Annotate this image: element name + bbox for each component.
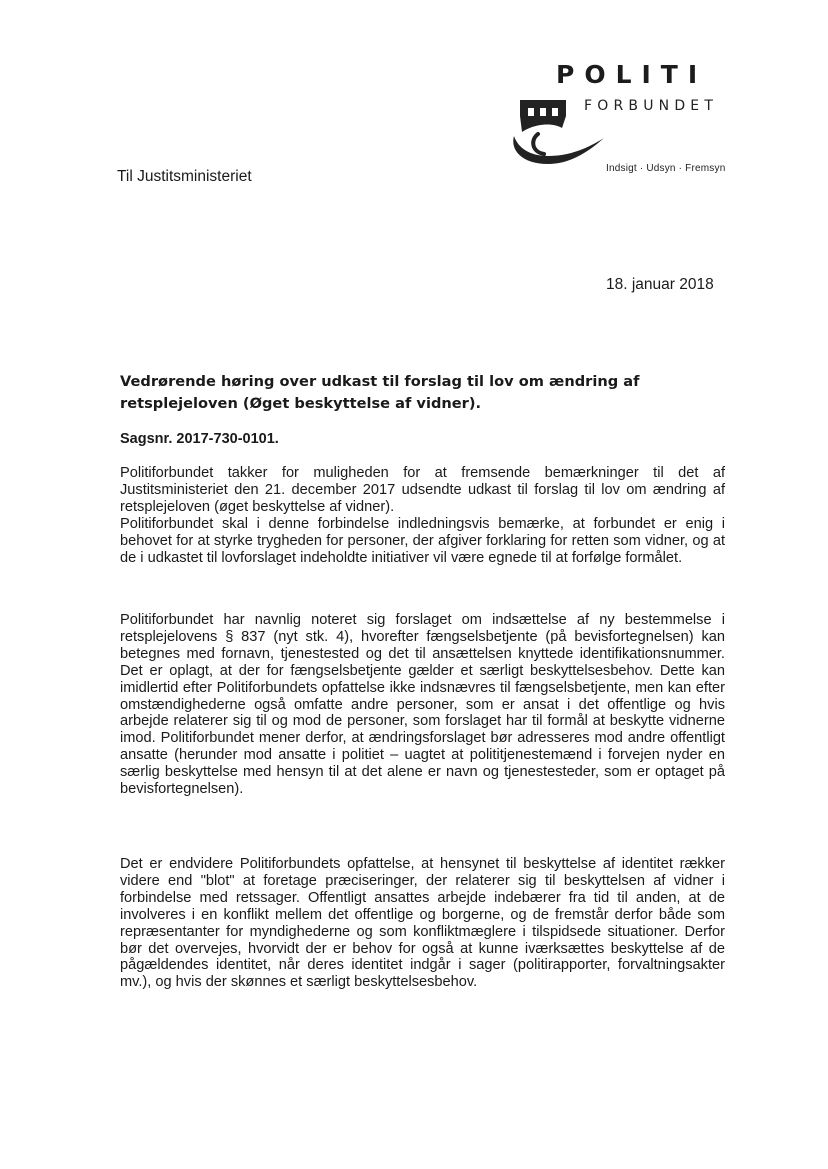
letter-date: 18. januar 2018: [606, 276, 714, 293]
body-paragraph-1a: Politiforbundet takker for muligheden for at fremsende bemærkninger til det af Justitsministeriet den 21. december 2017 udsendte udkast til forslag til lov om ændring af retsplejeloven (øget beskyttelse af vidner).: [120, 465, 725, 515]
logo-tagline: Indsigt · Udsyn · Fremsyn: [606, 163, 726, 174]
body-paragraph-3-text: Det er endvidere Politiforbundets opfattelse, at hensynet til beskyttelse af identitet rækker videre end "blot" at foretage præciseringer, der relaterer sig til beskyttelsen af vidner i forbindelse med retssager. Offentligt ansattes arbejde indebærer fra tid til anden, at de involveres i en konflikt mellem det offentlige og borgerne, og de fremstår derfor både som repræsentanter for myndighederne og som konfliktmæglere i tilspidsede situationer. Derfor bør det overvejes, hvorvidt der er behov for også at kunne iværksættes beskyttelse af de pågældendes identitet, når deres identitet indgår i sager (politirapporter, forvaltningsakter mv.), og hvis der skønnes et særligt beskyttelsesbehov.: [120, 856, 725, 991]
subject-heading: Vedrørende høring over udkast til forslag til lov om ændring af retsplejeloven (Øget beskyttelse af vidner).: [120, 373, 640, 412]
body-paragraph-1: [120, 465, 725, 566]
logo-wordmark-forbundet: FORBUNDET: [584, 98, 719, 114]
body-paragraph-2-text: Politiforbundet har navnlig noteret sig forslaget om indsættelse af ny bestemmelse i retsplejelovens § 837 (nyt stk. 4), hvorefter fængselsbetjente (på bevisfortegnelsen) kan betegnes med fornavn, tjenestested og det til ansættelsen knyttede identifikationsnummer. Det er oplagt, at der for fængselsbetjente gælder et særligt beskyttelsesbehov. Dette kan imidlertid efter Politiforbundets opfattelse ikke indsnævres til fængselsbetjente, men kan efter omstændighederne også omfatte andre personer, som er ansat i det offentlige og hvis arbejde relaterer sig til og mod de personer, som forslaget har til formål at beskytte vidnerne imod. Politiforbundet mener derfor, at ændringsforslaget bør adresseres mod andre offentligt ansatte (herunder mod ansatte i politiet – uagtet at polititjenestemænd i forvejen nyder en særlig beskyttelse med hensyn til at det alene er navn og tjenestesteder, som er optaget på bevisfortegnelsen).: [120, 612, 725, 798]
logo-wordmark-politi: POLITI: [556, 60, 708, 89]
body-paragraph-3: [120, 856, 725, 991]
body-paragraph-2: [120, 612, 725, 798]
recipient-line: Til Justitsministeriet: [117, 168, 252, 185]
case-number: Sagsnr. 2017-730-0101.: [120, 431, 279, 447]
body-paragraph-1b: Politiforbundet skal i denne forbindelse indledningsvis bemærke, at forbundet er enig i behovet for at styrke trygheden for personer, der afgiver forklaring for retten som vidner, og at de i udkastet til lovforslaget indeholdte initiativer vil være egnede til at forfølge formålet.: [120, 515, 725, 566]
